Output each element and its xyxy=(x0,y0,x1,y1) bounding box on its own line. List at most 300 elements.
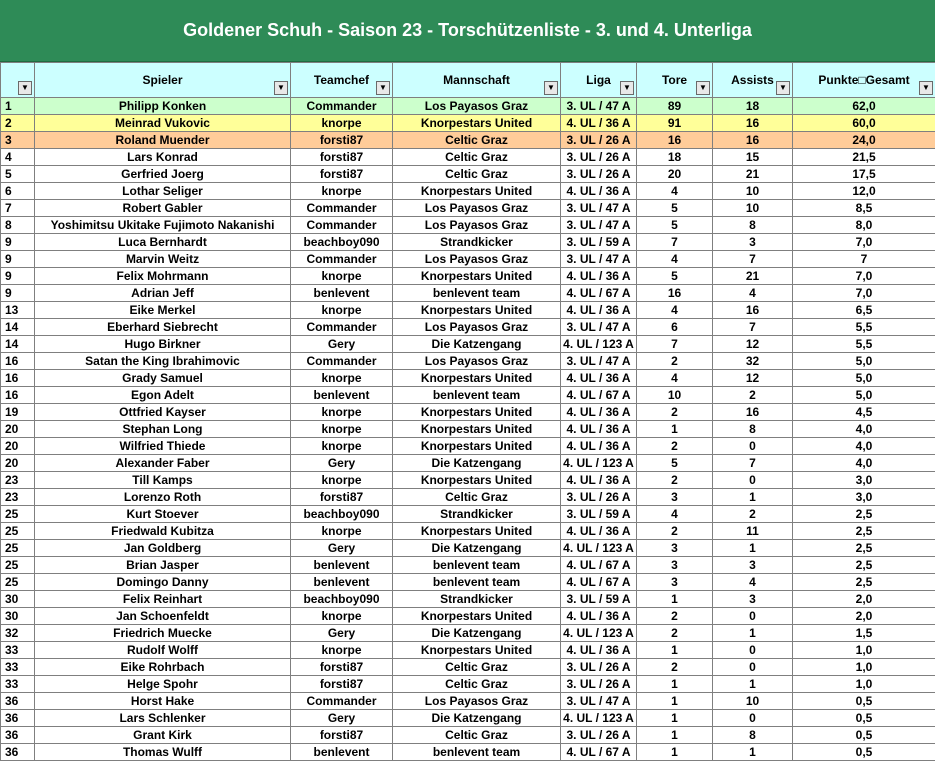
teamchef-cell: Commander xyxy=(291,251,393,268)
teamchef-cell: benlevent xyxy=(291,744,393,761)
table-row xyxy=(1,166,935,183)
goals-cell: 1 xyxy=(637,591,713,608)
goals-cell: 3 xyxy=(637,557,713,574)
table-row xyxy=(1,591,935,608)
league-cell: 3. UL / 26 A xyxy=(561,659,637,676)
league-cell: 3. UL / 59 A xyxy=(561,234,637,251)
assists-cell: 15 xyxy=(713,149,793,166)
team-cell: benlevent team xyxy=(393,744,561,761)
rank-cell: 20 xyxy=(1,455,35,472)
table-row xyxy=(1,268,935,285)
player-cell: Ottfried Kayser xyxy=(35,404,291,421)
assists-cell: 7 xyxy=(713,455,793,472)
teamchef-cell: knorpe xyxy=(291,472,393,489)
player-cell: Rudolf Wolff xyxy=(35,642,291,659)
teamchef-cell: Gery xyxy=(291,455,393,472)
rank-cell: 30 xyxy=(1,591,35,608)
league-cell: 4. UL / 123 A xyxy=(561,540,637,557)
assists-cell: 3 xyxy=(713,234,793,251)
teamchef-cell: benlevent xyxy=(291,387,393,404)
rank-cell: 13 xyxy=(1,302,35,319)
goals-cell: 3 xyxy=(637,489,713,506)
team-cell: Strandkicker xyxy=(393,234,561,251)
league-cell: 4. UL / 36 A xyxy=(561,472,637,489)
goals-cell: 1 xyxy=(637,642,713,659)
table-row xyxy=(1,285,935,302)
assists-cell: 18 xyxy=(713,98,793,115)
table-row xyxy=(1,421,935,438)
league-cell: 4. UL / 36 A xyxy=(561,404,637,421)
league-cell: 3. UL / 47 A xyxy=(561,98,637,115)
goals-cell: 4 xyxy=(637,251,713,268)
assists-cell: 0 xyxy=(713,710,793,727)
rank-cell: 5 xyxy=(1,166,35,183)
assists-cell: 10 xyxy=(713,200,793,217)
player-cell: Lothar Seliger xyxy=(35,183,291,200)
player-cell: Lars Konrad xyxy=(35,149,291,166)
rank-cell: 25 xyxy=(1,523,35,540)
rank-cell: 6 xyxy=(1,183,35,200)
table-row xyxy=(1,693,935,710)
rank-cell: 7 xyxy=(1,200,35,217)
rank-cell: 36 xyxy=(1,744,35,761)
team-cell: Celtic Graz xyxy=(393,132,561,149)
league-cell: 3. UL / 47 A xyxy=(561,251,637,268)
points-cell: 7,0 xyxy=(793,234,935,251)
rank-cell: 14 xyxy=(1,336,35,353)
points-cell: 4,0 xyxy=(793,455,935,472)
rank-cell: 25 xyxy=(1,574,35,591)
rank-cell: 9 xyxy=(1,285,35,302)
player-cell: Eike Merkel xyxy=(35,302,291,319)
league-cell: 4. UL / 67 A xyxy=(561,574,637,591)
assists-cell: 1 xyxy=(713,489,793,506)
rank-cell: 19 xyxy=(1,404,35,421)
league-cell: 4. UL / 123 A xyxy=(561,625,637,642)
teamchef-cell: Gery xyxy=(291,336,393,353)
filter-dropdown-icon[interactable]: ▼ xyxy=(18,81,32,95)
team-cell: Strandkicker xyxy=(393,506,561,523)
table-row xyxy=(1,251,935,268)
table-row xyxy=(1,659,935,676)
table-row xyxy=(1,727,935,744)
assists-cell: 1 xyxy=(713,676,793,693)
teamchef-cell: forsti87 xyxy=(291,166,393,183)
teamchef-cell: Commander xyxy=(291,217,393,234)
assists-cell: 0 xyxy=(713,608,793,625)
assists-cell: 16 xyxy=(713,115,793,132)
table-row xyxy=(1,319,935,336)
team-cell: benlevent team xyxy=(393,387,561,404)
teamchef-cell: Commander xyxy=(291,693,393,710)
team-cell: benlevent team xyxy=(393,574,561,591)
player-cell: Egon Adelt xyxy=(35,387,291,404)
team-cell: Knorpestars United xyxy=(393,404,561,421)
league-cell: 4. UL / 67 A xyxy=(561,557,637,574)
league-cell: 4. UL / 123 A xyxy=(561,455,637,472)
team-cell: Los Payasos Graz xyxy=(393,319,561,336)
league-cell: 4. UL / 67 A xyxy=(561,285,637,302)
assists-cell: 7 xyxy=(713,251,793,268)
scorer-table xyxy=(0,62,935,761)
player-cell: Jan Schoenfeldt xyxy=(35,608,291,625)
player-cell: Friedwald Kubitza xyxy=(35,523,291,540)
goals-cell: 16 xyxy=(637,285,713,302)
player-cell: Felix Mohrmann xyxy=(35,268,291,285)
rank-cell: 23 xyxy=(1,472,35,489)
player-cell: Lars Schlenker xyxy=(35,710,291,727)
points-cell: 1,0 xyxy=(793,642,935,659)
filter-dropdown-icon[interactable]: ▼ xyxy=(620,81,634,95)
table-row xyxy=(1,557,935,574)
goals-cell: 16 xyxy=(637,132,713,149)
points-cell: 5,0 xyxy=(793,387,935,404)
goals-cell: 4 xyxy=(637,183,713,200)
goals-cell: 5 xyxy=(637,455,713,472)
teamchef-cell: Commander xyxy=(291,200,393,217)
teamchef-cell: forsti87 xyxy=(291,149,393,166)
assists-cell: 8 xyxy=(713,217,793,234)
assists-cell: 0 xyxy=(713,642,793,659)
rank-cell: 36 xyxy=(1,727,35,744)
team-cell: Los Payasos Graz xyxy=(393,251,561,268)
teamchef-cell: beachboy090 xyxy=(291,506,393,523)
league-cell: 3. UL / 26 A xyxy=(561,132,637,149)
table-row xyxy=(1,642,935,659)
player-cell: Grant Kirk xyxy=(35,727,291,744)
team-cell: Los Payasos Graz xyxy=(393,98,561,115)
player-cell: Hugo Birkner xyxy=(35,336,291,353)
league-cell: 3. UL / 47 A xyxy=(561,200,637,217)
assists-cell: 1 xyxy=(713,744,793,761)
rank-cell: 16 xyxy=(1,370,35,387)
points-cell: 1,5 xyxy=(793,625,935,642)
teamchef-cell: knorpe xyxy=(291,438,393,455)
league-cell: 3. UL / 26 A xyxy=(561,727,637,744)
table-row xyxy=(1,608,935,625)
teamchef-cell: knorpe xyxy=(291,302,393,319)
points-cell: 8,5 xyxy=(793,200,935,217)
goals-cell: 1 xyxy=(637,676,713,693)
goals-cell: 18 xyxy=(637,149,713,166)
table-row xyxy=(1,625,935,642)
rank-cell: 33 xyxy=(1,659,35,676)
assists-cell: 16 xyxy=(713,404,793,421)
assists-cell: 32 xyxy=(713,353,793,370)
table-row xyxy=(1,438,935,455)
player-cell: Philipp Konken xyxy=(35,98,291,115)
goals-cell: 1 xyxy=(637,710,713,727)
rank-cell: 1 xyxy=(1,98,35,115)
player-cell: Kurt Stoever xyxy=(35,506,291,523)
player-cell: Friedrich Muecke xyxy=(35,625,291,642)
assists-cell: 16 xyxy=(713,132,793,149)
assists-cell: 1 xyxy=(713,625,793,642)
player-cell: Grady Samuel xyxy=(35,370,291,387)
goals-cell: 1 xyxy=(637,744,713,761)
points-cell: 8,0 xyxy=(793,217,935,234)
player-cell: Felix Reinhart xyxy=(35,591,291,608)
rank-cell: 4 xyxy=(1,149,35,166)
player-cell: Brian Jasper xyxy=(35,557,291,574)
col-header-tore: Tore ▼ xyxy=(637,63,713,98)
col-header-liga: Liga ▼ xyxy=(561,63,637,98)
team-cell: Knorpestars United xyxy=(393,302,561,319)
league-cell: 4. UL / 67 A xyxy=(561,744,637,761)
teamchef-cell: Gery xyxy=(291,625,393,642)
teamchef-cell: forsti87 xyxy=(291,489,393,506)
assists-cell: 12 xyxy=(713,370,793,387)
teamchef-cell: beachboy090 xyxy=(291,591,393,608)
teamchef-cell: knorpe xyxy=(291,115,393,132)
player-cell: Roland Muender xyxy=(35,132,291,149)
league-cell: 4. UL / 36 A xyxy=(561,608,637,625)
player-cell: Yoshimitsu Ukitake Fujimoto Nakanishi xyxy=(35,217,291,234)
teamchef-cell: forsti87 xyxy=(291,727,393,744)
player-cell: Till Kamps xyxy=(35,472,291,489)
teamchef-cell: forsti87 xyxy=(291,132,393,149)
table-row xyxy=(1,744,935,761)
team-cell: Die Katzengang xyxy=(393,336,561,353)
player-cell: Stephan Long xyxy=(35,421,291,438)
league-cell: 3. UL / 26 A xyxy=(561,489,637,506)
goals-cell: 2 xyxy=(637,659,713,676)
team-cell: benlevent team xyxy=(393,285,561,302)
goals-cell: 4 xyxy=(637,506,713,523)
player-cell: Thomas Wulff xyxy=(35,744,291,761)
player-cell: Horst Hake xyxy=(35,693,291,710)
player-cell: Gerfried Joerg xyxy=(35,166,291,183)
assists-cell: 2 xyxy=(713,506,793,523)
team-cell: Knorpestars United xyxy=(393,438,561,455)
player-cell: Satan the King Ibrahimovic xyxy=(35,353,291,370)
league-cell: 3. UL / 47 A xyxy=(561,217,637,234)
team-cell: Knorpestars United xyxy=(393,642,561,659)
page-title: Goldener Schuh - Saison 23 - Torschützenliste - 3. und 4. Unterliga xyxy=(0,0,935,62)
assists-cell: 2 xyxy=(713,387,793,404)
table-row xyxy=(1,710,935,727)
table-row xyxy=(1,472,935,489)
teamchef-cell: knorpe xyxy=(291,642,393,659)
goals-cell: 2 xyxy=(637,472,713,489)
player-cell: Meinrad Vukovic xyxy=(35,115,291,132)
points-cell: 24,0 xyxy=(793,132,935,149)
table-row xyxy=(1,370,935,387)
goals-cell: 4 xyxy=(637,302,713,319)
team-cell: benlevent team xyxy=(393,557,561,574)
team-cell: Knorpestars United xyxy=(393,472,561,489)
rank-cell: 14 xyxy=(1,319,35,336)
table-row xyxy=(1,336,935,353)
points-cell: 0,5 xyxy=(793,727,935,744)
team-cell: Knorpestars United xyxy=(393,608,561,625)
assists-cell: 16 xyxy=(713,302,793,319)
teamchef-cell: benlevent xyxy=(291,285,393,302)
goals-cell: 6 xyxy=(637,319,713,336)
rank-cell: 25 xyxy=(1,506,35,523)
rank-cell: 36 xyxy=(1,710,35,727)
col-header-mannschaft: Mannschaft ▼ xyxy=(393,63,561,98)
assists-cell: 4 xyxy=(713,574,793,591)
table-row xyxy=(1,200,935,217)
points-cell: 4,5 xyxy=(793,404,935,421)
teamchef-cell: benlevent xyxy=(291,574,393,591)
team-cell: Celtic Graz xyxy=(393,489,561,506)
league-cell: 3. UL / 47 A xyxy=(561,353,637,370)
rank-cell: 8 xyxy=(1,217,35,234)
league-cell: 4. UL / 36 A xyxy=(561,183,637,200)
teamchef-cell: forsti87 xyxy=(291,676,393,693)
filter-dropdown-icon[interactable]: ▼ xyxy=(376,81,390,95)
table-row xyxy=(1,149,935,166)
filter-dropdown-icon[interactable]: ▼ xyxy=(274,81,288,95)
assists-cell: 21 xyxy=(713,268,793,285)
table-row xyxy=(1,455,935,472)
team-cell: Celtic Graz xyxy=(393,676,561,693)
league-cell: 4. UL / 36 A xyxy=(561,370,637,387)
table-row xyxy=(1,98,935,115)
assists-cell: 1 xyxy=(713,540,793,557)
teamchef-cell: knorpe xyxy=(291,523,393,540)
header-row xyxy=(1,63,935,98)
goals-cell: 10 xyxy=(637,387,713,404)
teamchef-cell: Commander xyxy=(291,98,393,115)
team-cell: Knorpestars United xyxy=(393,523,561,540)
player-cell: Domingo Danny xyxy=(35,574,291,591)
league-cell: 3. UL / 26 A xyxy=(561,676,637,693)
assists-cell: 0 xyxy=(713,438,793,455)
goals-cell: 2 xyxy=(637,353,713,370)
goals-cell: 1 xyxy=(637,727,713,744)
team-cell: Celtic Graz xyxy=(393,659,561,676)
points-cell: 3,0 xyxy=(793,489,935,506)
assists-cell: 12 xyxy=(713,336,793,353)
rank-cell: 25 xyxy=(1,540,35,557)
points-cell: 5,5 xyxy=(793,336,935,353)
league-cell: 3. UL / 59 A xyxy=(561,591,637,608)
points-cell: 60,0 xyxy=(793,115,935,132)
points-cell: 2,0 xyxy=(793,591,935,608)
table-row xyxy=(1,489,935,506)
team-cell: Los Payasos Graz xyxy=(393,693,561,710)
col-header-teamchef: Teamchef ▼ xyxy=(291,63,393,98)
team-cell: Knorpestars United xyxy=(393,370,561,387)
league-cell: 4. UL / 36 A xyxy=(561,421,637,438)
team-cell: Die Katzengang xyxy=(393,540,561,557)
points-cell: 17,5 xyxy=(793,166,935,183)
goals-cell: 2 xyxy=(637,608,713,625)
assists-cell: 10 xyxy=(713,693,793,710)
team-cell: Los Payasos Graz xyxy=(393,200,561,217)
goals-cell: 1 xyxy=(637,693,713,710)
filter-dropdown-icon[interactable]: ▼ xyxy=(919,81,933,95)
col-header-assists: Assists ▼ xyxy=(713,63,793,98)
player-cell: Jan Goldberg xyxy=(35,540,291,557)
table-row xyxy=(1,115,935,132)
team-cell: Celtic Graz xyxy=(393,166,561,183)
league-cell: 3. UL / 26 A xyxy=(561,166,637,183)
table-row xyxy=(1,506,935,523)
filter-dropdown-icon[interactable]: ▼ xyxy=(696,81,710,95)
points-cell: 2,5 xyxy=(793,506,935,523)
filter-dropdown-icon[interactable]: ▼ xyxy=(544,81,558,95)
team-cell: Die Katzengang xyxy=(393,455,561,472)
col-header-spieler: Spieler ▼ xyxy=(35,63,291,98)
assists-cell: 8 xyxy=(713,727,793,744)
points-cell: 4,0 xyxy=(793,438,935,455)
rank-cell: 32 xyxy=(1,625,35,642)
player-cell: Marvin Weitz xyxy=(35,251,291,268)
table-row xyxy=(1,302,935,319)
league-cell: 4. UL / 36 A xyxy=(561,115,637,132)
teamchef-cell: forsti87 xyxy=(291,659,393,676)
assists-cell: 8 xyxy=(713,421,793,438)
rank-cell: 20 xyxy=(1,421,35,438)
team-cell: Knorpestars United xyxy=(393,115,561,132)
teamchef-cell: Gery xyxy=(291,540,393,557)
rank-cell: 2 xyxy=(1,115,35,132)
goals-cell: 5 xyxy=(637,200,713,217)
rank-cell: 30 xyxy=(1,608,35,625)
table-row xyxy=(1,404,935,421)
goals-cell: 4 xyxy=(637,370,713,387)
goals-cell: 3 xyxy=(637,540,713,557)
table-row xyxy=(1,183,935,200)
table-row xyxy=(1,353,935,370)
teamchef-cell: knorpe xyxy=(291,421,393,438)
team-cell: Strandkicker xyxy=(393,591,561,608)
teamchef-cell: knorpe xyxy=(291,404,393,421)
league-cell: 4. UL / 67 A xyxy=(561,387,637,404)
table-row xyxy=(1,132,935,149)
rank-cell: 3 xyxy=(1,132,35,149)
teamchef-cell: Commander xyxy=(291,353,393,370)
team-cell: Die Katzengang xyxy=(393,625,561,642)
points-cell: 2,5 xyxy=(793,523,935,540)
goals-cell: 91 xyxy=(637,115,713,132)
league-cell: 3. UL / 47 A xyxy=(561,693,637,710)
assists-cell: 21 xyxy=(713,166,793,183)
teamchef-cell: Gery xyxy=(291,710,393,727)
points-cell: 62,0 xyxy=(793,98,935,115)
goals-cell: 1 xyxy=(637,421,713,438)
teamchef-cell: knorpe xyxy=(291,183,393,200)
rank-cell: 33 xyxy=(1,676,35,693)
points-cell: 1,0 xyxy=(793,659,935,676)
points-cell: 21,5 xyxy=(793,149,935,166)
teamchef-cell: knorpe xyxy=(291,608,393,625)
filter-dropdown-icon[interactable]: ▼ xyxy=(776,81,790,95)
table-row xyxy=(1,574,935,591)
goals-cell: 5 xyxy=(637,217,713,234)
teamchef-cell: benlevent xyxy=(291,557,393,574)
points-cell: 2,0 xyxy=(793,608,935,625)
assists-cell: 0 xyxy=(713,659,793,676)
player-cell: Helge Spohr xyxy=(35,676,291,693)
team-cell: Knorpestars United xyxy=(393,183,561,200)
rank-cell: 9 xyxy=(1,234,35,251)
goals-cell: 2 xyxy=(637,625,713,642)
points-cell: 2,5 xyxy=(793,557,935,574)
league-cell: 3. UL / 47 A xyxy=(561,319,637,336)
rank-cell: 36 xyxy=(1,693,35,710)
col-header-rank xyxy=(1,63,35,98)
rank-cell: 33 xyxy=(1,642,35,659)
player-cell: Robert Gabler xyxy=(35,200,291,217)
col-header-punkte-gesamt: Punkte□Gesamt ▼ xyxy=(793,63,935,98)
table-row xyxy=(1,523,935,540)
table-row xyxy=(1,234,935,251)
